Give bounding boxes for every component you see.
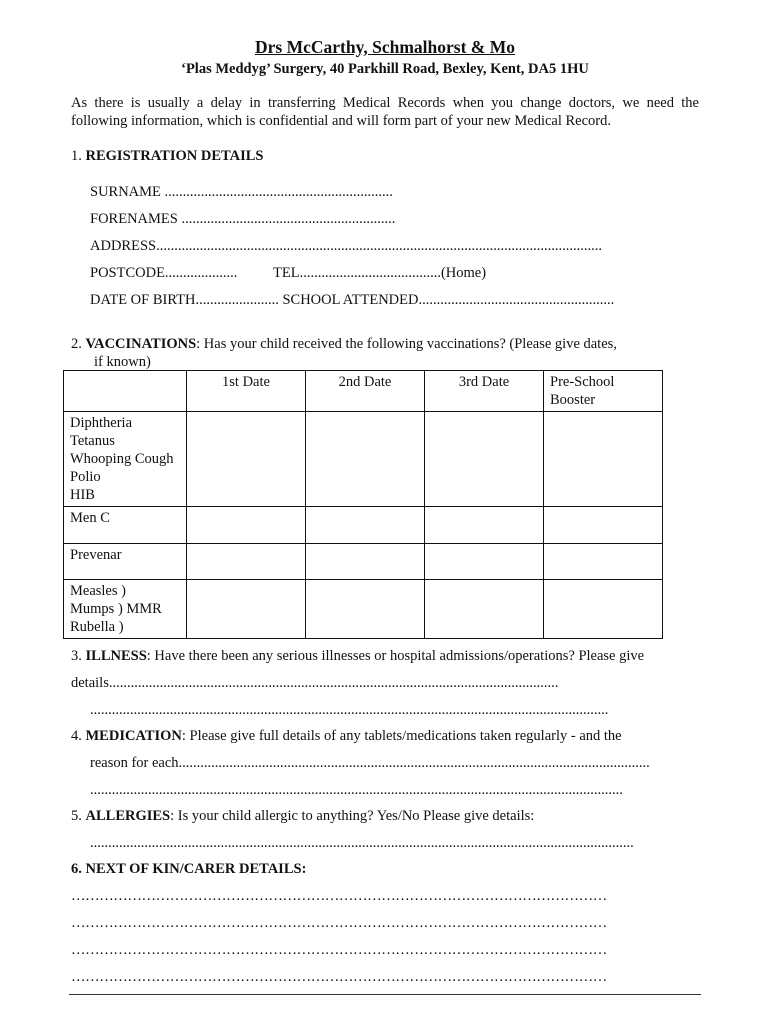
illness-details-line[interactable]: ............................................................................................................................................... (90, 702, 609, 718)
vaccinations-question-cont: if known) (94, 354, 151, 370)
next-of-kin-line[interactable]: …………………………………………………………………………………………………… (71, 942, 607, 958)
medication-details-line[interactable]: ................................................................................................................................................... (90, 782, 623, 798)
vaccine-label: Men C (70, 510, 110, 526)
section-next-of-kin-heading: 6. NEXT OF KIN/CARER DETAILS: (71, 861, 307, 877)
allergies-details-line[interactable]: ...................................................................................................................................................... (90, 835, 634, 851)
header-cell-2nd-date: 2nd Date (306, 371, 425, 412)
vaccine-label: Diphtheria (70, 415, 133, 431)
dob-school-field[interactable]: DATE OF BIRTH....................... SCHOOL ATTENDED...................................................... (90, 292, 615, 308)
medication-details-line[interactable]: reason for each.................................................................................................................................. (90, 755, 650, 771)
date-cell[interactable] (544, 412, 663, 507)
vaccine-label: Prevenar (70, 547, 122, 563)
intro-paragraph: As there is usually a delay in transferring Medical Records when you change doctors, we need the following information, which is confidential and will form part of your new Medical Record. (71, 95, 699, 129)
section-vaccinations-heading: 2. VACCINATIONS: Has your child received the following vaccinations? (Please give dates, (71, 336, 617, 352)
date-cell[interactable] (306, 507, 425, 544)
forenames-field[interactable]: FORENAMES ........................................................... (90, 211, 396, 227)
vaccine-label: Rubella ) (70, 619, 124, 635)
section-medication-heading: 4. MEDICATION: Please give full details of any tablets/medications taken regularly - and the (71, 728, 622, 744)
table-header-row (64, 371, 663, 412)
vaccine-label: Whooping Cough (70, 451, 174, 467)
section-illness-heading: 3. ILLNESS: Have there been any serious illnesses or hospital admissions/operations? Please give (71, 648, 645, 664)
date-cell[interactable] (187, 507, 306, 544)
table-row (64, 412, 663, 507)
date-cell[interactable] (544, 580, 663, 639)
date-cell[interactable] (306, 580, 425, 639)
illness-details-line[interactable]: details............................................................................................................................ (71, 675, 559, 691)
date-cell[interactable] (544, 544, 663, 580)
vaccine-label: Measles ) (70, 583, 126, 599)
address-field[interactable]: ADDRESS........................................................................................................................... (90, 238, 602, 254)
vaccine-label-group2 (64, 507, 187, 544)
header-cell-1st-date: 1st Date (187, 371, 306, 412)
date-cell[interactable] (425, 580, 544, 639)
header-cell-3rd-date: 3rd Date (425, 371, 544, 412)
table-row (64, 544, 663, 580)
vaccine-label-group1 (64, 412, 187, 507)
surgery-address: ‘Plas Meddyg’ Surgery, 40 Parkhill Road, Bexley, Kent, DA5 1HU (181, 61, 589, 77)
vaccine-label: Polio (70, 469, 101, 485)
header-cell-blank (64, 371, 187, 412)
vaccine-label-group3 (64, 544, 187, 580)
vaccine-label: Tetanus (70, 433, 115, 449)
date-cell[interactable] (306, 544, 425, 580)
date-cell[interactable] (425, 412, 544, 507)
date-cell[interactable] (425, 507, 544, 544)
date-cell[interactable] (187, 412, 306, 507)
date-cell[interactable] (544, 507, 663, 544)
table-row (64, 507, 663, 544)
date-cell[interactable] (425, 544, 544, 580)
vaccine-label: HIB (70, 487, 95, 503)
section-allergies-heading: 5. ALLERGIES: Is your child allergic to anything? Yes/No Please give details: (71, 808, 535, 824)
table-row (64, 580, 663, 639)
surgery-title: Drs McCarthy, Schmalhorst & Mo (254, 37, 516, 57)
section-registration-heading: 1. REGISTRATION DETAILS (71, 148, 264, 164)
date-cell[interactable] (187, 544, 306, 580)
date-cell[interactable] (187, 580, 306, 639)
next-of-kin-line[interactable]: …………………………………………………………………………………………………… (71, 969, 607, 985)
next-of-kin-line[interactable]: …………………………………………………………………………………………………… (71, 888, 607, 904)
footer-divider (69, 994, 701, 995)
telephone-field[interactable]: TEL.......................................(Home) (273, 265, 487, 281)
vaccine-label-group4 (64, 580, 187, 639)
vaccine-label: Mumps ) MMR (70, 601, 162, 617)
header-cell-preschool-booster: Pre-School Booster (544, 371, 663, 412)
postcode-field[interactable]: POSTCODE.................... (90, 265, 238, 281)
surname-field[interactable]: SURNAME ............................................................... (90, 184, 393, 200)
date-cell[interactable] (306, 412, 425, 507)
vaccinations-table (63, 370, 663, 639)
next-of-kin-line[interactable]: …………………………………………………………………………………………………… (71, 915, 607, 931)
